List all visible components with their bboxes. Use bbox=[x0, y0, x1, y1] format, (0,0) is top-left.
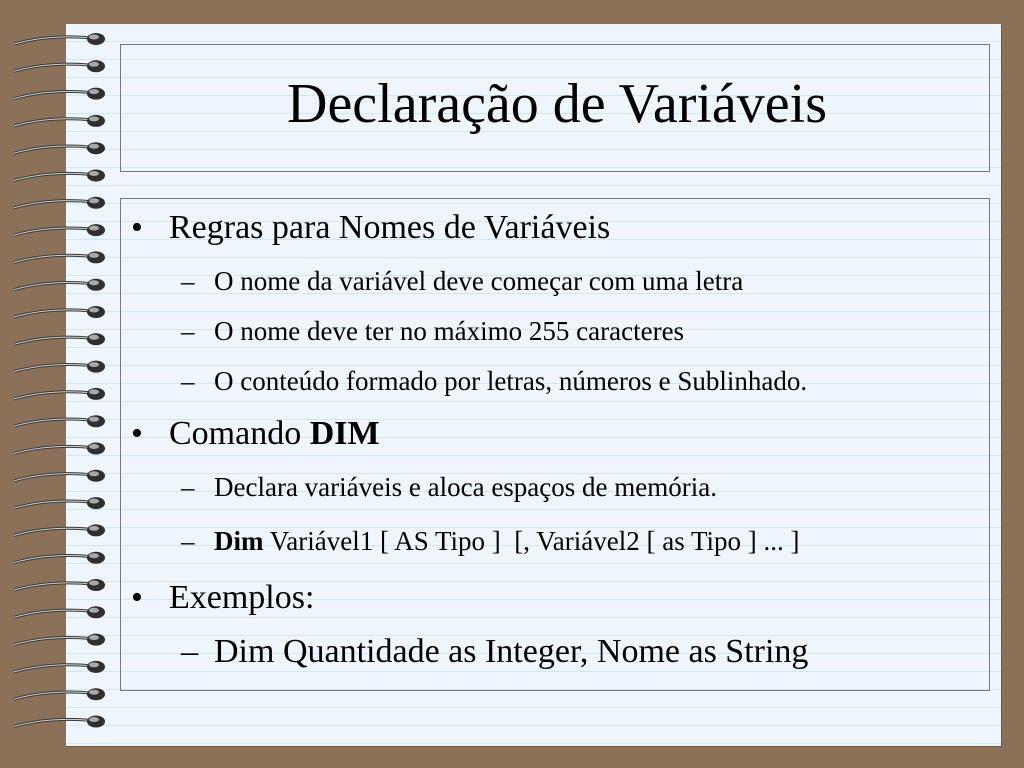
sub-bullet-rule2: O nome deve ter no máximo 255 caracteres bbox=[214, 316, 685, 346]
syntax-keyword: Dim bbox=[214, 526, 264, 556]
binding-ring bbox=[14, 279, 105, 291]
dash-marker: – bbox=[181, 633, 198, 670]
binding-ring bbox=[14, 716, 105, 728]
dash-marker: – bbox=[181, 526, 195, 556]
binding-ring bbox=[14, 197, 105, 209]
dash-marker: – bbox=[181, 316, 195, 346]
sub-bullet-example1: Dim Quantidade as Integer, Nome as String bbox=[214, 633, 809, 670]
binding-ring bbox=[14, 552, 105, 564]
bullet-marker: • bbox=[131, 579, 143, 616]
title-frame bbox=[120, 44, 990, 172]
slide-title: Declaração de Variáveis bbox=[287, 73, 827, 135]
binding-ring bbox=[14, 333, 105, 345]
bullet-marker: • bbox=[131, 415, 143, 452]
command-keyword: DIM bbox=[309, 415, 380, 452]
binding-ring bbox=[14, 688, 105, 700]
binding-ring bbox=[14, 661, 105, 673]
binding-ring bbox=[14, 443, 105, 455]
syntax-rest: Variável1 [ AS Tipo ] [, Variável2 [ as Tipo ] ... ] bbox=[263, 526, 800, 556]
binding-ring bbox=[14, 415, 105, 427]
content-frame bbox=[120, 198, 990, 691]
sub-bullet-rule1: O nome da variável deve começar com uma letra bbox=[214, 266, 744, 296]
dash-marker: – bbox=[181, 366, 195, 396]
binding-ring bbox=[14, 497, 105, 509]
binding-ring bbox=[14, 388, 105, 400]
binding-ring bbox=[14, 115, 105, 127]
binding-ring bbox=[14, 224, 105, 236]
binding-ring bbox=[14, 606, 105, 618]
sub-bullet-rule3: O conteúdo formado por letras, números e Sublinhado. bbox=[214, 366, 808, 396]
spiral-binding bbox=[0, 0, 120, 768]
binding-ring bbox=[14, 524, 105, 536]
binding-ring bbox=[14, 634, 105, 646]
binding-ring bbox=[14, 142, 105, 154]
dash-marker: – bbox=[181, 472, 195, 502]
sub-bullet-cmd-desc: Declara variáveis e aloca espaços de memória. bbox=[214, 472, 717, 502]
binding-ring bbox=[14, 470, 105, 482]
binding-ring bbox=[14, 33, 105, 45]
binding-ring bbox=[14, 306, 105, 318]
dash-marker: – bbox=[181, 266, 195, 296]
binding-ring bbox=[14, 60, 105, 72]
bullet-examples: Exemplos: bbox=[169, 579, 315, 616]
binding-ring bbox=[14, 579, 105, 591]
binding-ring bbox=[14, 251, 105, 263]
sub-bullet-syntax bbox=[214, 526, 800, 557]
binding-ring bbox=[14, 170, 105, 182]
command-prefix: Comando bbox=[169, 415, 310, 452]
binding-ring bbox=[14, 361, 105, 373]
binding-ring bbox=[14, 88, 105, 100]
bullet-command bbox=[169, 415, 380, 453]
bullet-marker: • bbox=[131, 209, 143, 246]
bullet-rules: Regras para Nomes de Variáveis bbox=[169, 209, 611, 246]
